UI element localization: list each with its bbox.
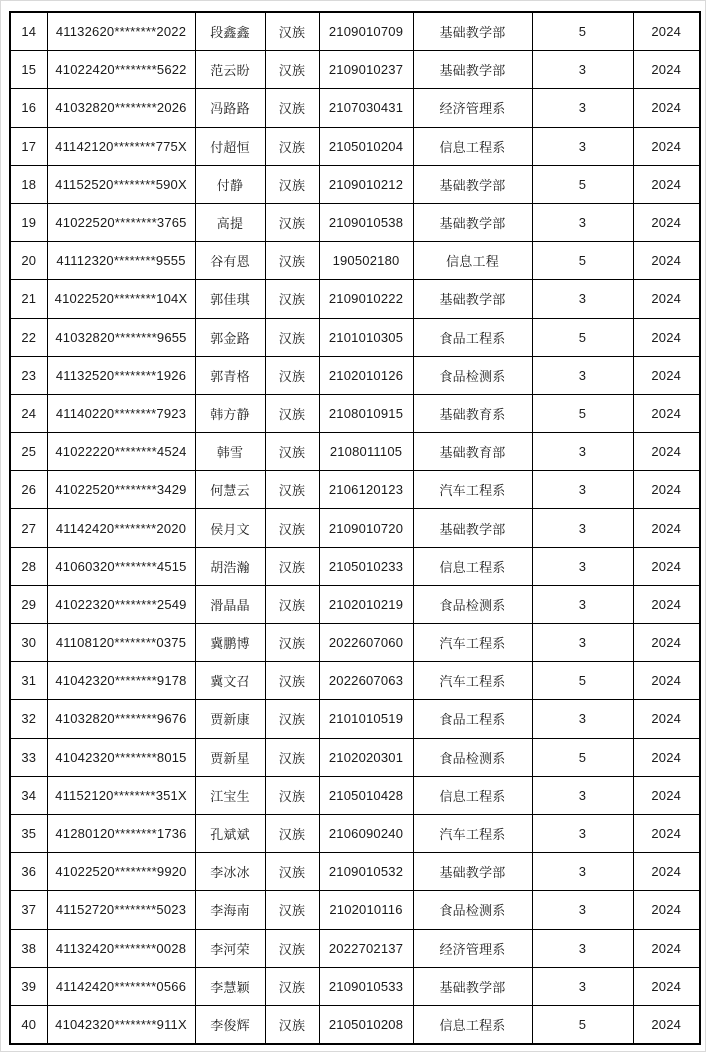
department-cell: 食品检测系 [413,738,532,776]
student-name-cell: 贾新康 [195,700,265,738]
year-cell: 2024 [633,433,700,471]
row-number-cell: 20 [10,242,47,280]
row-number-cell: 24 [10,394,47,432]
id-number-cell: 41032820********9676 [47,700,195,738]
student-name-cell: 李冰冰 [195,853,265,891]
table-row [10,547,700,585]
student-id-cell: 2108011105 [319,433,413,471]
year-cell: 2024 [633,394,700,432]
row-number-cell: 35 [10,814,47,852]
student-id-cell: 2105010233 [319,547,413,585]
duration-cell: 3 [532,203,633,241]
year-cell: 2024 [633,585,700,623]
table-row [10,738,700,776]
department-cell: 基础教学部 [413,203,532,241]
duration-cell: 3 [532,127,633,165]
table-row [10,127,700,165]
student-id-cell: 2102010126 [319,356,413,394]
id-number-cell: 41142420********0566 [47,967,195,1005]
student-name-cell: 谷有恩 [195,242,265,280]
id-number-cell: 41142420********2020 [47,509,195,547]
year-cell: 2024 [633,356,700,394]
row-number-cell: 32 [10,700,47,738]
ethnicity-cell: 汉族 [265,318,319,356]
department-cell: 食品检测系 [413,585,532,623]
student-id-cell: 2109010532 [319,853,413,891]
table-row [10,1005,700,1044]
duration-cell: 3 [532,585,633,623]
student-id-cell: 2109010212 [319,165,413,203]
student-id-cell: 2101010519 [319,700,413,738]
year-cell: 2024 [633,242,700,280]
table-row [10,280,700,318]
student-name-cell: 段鑫鑫 [195,12,265,51]
table-row [10,203,700,241]
year-cell: 2024 [633,776,700,814]
table-row [10,471,700,509]
department-cell: 食品工程系 [413,700,532,738]
ethnicity-cell: 汉族 [265,471,319,509]
student-id-cell: 2108010915 [319,394,413,432]
student-id-cell: 2106090240 [319,814,413,852]
id-number-cell: 41108120********0375 [47,624,195,662]
department-cell: 基础教学部 [413,853,532,891]
student-id-cell: 2022607060 [319,624,413,662]
department-cell: 基础教学部 [413,51,532,89]
id-number-cell: 41022520********9920 [47,853,195,891]
duration-cell: 3 [532,967,633,1005]
ethnicity-cell: 汉族 [265,814,319,852]
row-number-cell: 30 [10,624,47,662]
ethnicity-cell: 汉族 [265,509,319,547]
ethnicity-cell: 汉族 [265,89,319,127]
table-row [10,624,700,662]
student-name-cell: 孔斌斌 [195,814,265,852]
row-number-cell: 31 [10,662,47,700]
department-cell: 基础教学部 [413,509,532,547]
student-name-cell: 范云盼 [195,51,265,89]
duration-cell: 3 [532,700,633,738]
student-id-cell: 2109010709 [319,12,413,51]
table-row [10,891,700,929]
year-cell: 2024 [633,12,700,51]
id-number-cell: 41042320********8015 [47,738,195,776]
student-name-cell: 冯路路 [195,89,265,127]
department-cell: 基础教育系 [413,394,532,432]
row-number-cell: 40 [10,1005,47,1044]
id-number-cell: 41152520********590X [47,165,195,203]
row-number-cell: 22 [10,318,47,356]
student-name-cell: 江宝生 [195,776,265,814]
year-cell: 2024 [633,814,700,852]
year-cell: 2024 [633,967,700,1005]
student-id-cell: 2022702137 [319,929,413,967]
department-cell: 基础教学部 [413,165,532,203]
student-name-cell: 韩雪 [195,433,265,471]
table-row [10,394,700,432]
duration-cell: 5 [532,165,633,203]
department-cell: 汽车工程系 [413,624,532,662]
year-cell: 2024 [633,700,700,738]
department-cell: 信息工程系 [413,1005,532,1044]
id-number-cell: 41032820********9655 [47,318,195,356]
student-id-cell: 2109010222 [319,280,413,318]
department-cell: 信息工程系 [413,547,532,585]
id-number-cell: 41140220********7923 [47,394,195,432]
ethnicity-cell: 汉族 [265,280,319,318]
row-number-cell: 19 [10,203,47,241]
ethnicity-cell: 汉族 [265,547,319,585]
table-row [10,12,700,51]
ethnicity-cell: 汉族 [265,662,319,700]
student-id-cell: 2102010219 [319,585,413,623]
student-id-cell: 2107030431 [319,89,413,127]
table-row [10,318,700,356]
row-number-cell: 23 [10,356,47,394]
id-number-cell: 41152720********5023 [47,891,195,929]
table-row [10,433,700,471]
table-row [10,776,700,814]
duration-cell: 3 [532,929,633,967]
student-name-cell: 韩方静 [195,394,265,432]
ethnicity-cell: 汉族 [265,12,319,51]
row-number-cell: 39 [10,967,47,1005]
row-number-cell: 16 [10,89,47,127]
table-row [10,929,700,967]
id-number-cell: 41022420********5622 [47,51,195,89]
row-number-cell: 14 [10,12,47,51]
id-number-cell: 41022320********2549 [47,585,195,623]
year-cell: 2024 [633,318,700,356]
ethnicity-cell: 汉族 [265,853,319,891]
student-name-cell: 胡浩瀚 [195,547,265,585]
year-cell: 2024 [633,280,700,318]
id-number-cell: 41132520********1926 [47,356,195,394]
id-number-cell: 41042320********911X [47,1005,195,1044]
department-cell: 汽车工程系 [413,814,532,852]
table-body [10,12,700,1044]
id-number-cell: 41042320********9178 [47,662,195,700]
student-id-cell: 2106120123 [319,471,413,509]
id-number-cell: 41022220********4524 [47,433,195,471]
year-cell: 2024 [633,509,700,547]
duration-cell: 5 [532,394,633,432]
row-number-cell: 25 [10,433,47,471]
year-cell: 2024 [633,1005,700,1044]
ethnicity-cell: 汉族 [265,624,319,662]
department-cell: 基础教育部 [413,433,532,471]
student-name-cell: 郭金路 [195,318,265,356]
row-number-cell: 33 [10,738,47,776]
year-cell: 2024 [633,891,700,929]
student-id-cell: 2105010428 [319,776,413,814]
row-number-cell: 18 [10,165,47,203]
department-cell: 信息工程系 [413,127,532,165]
student-name-cell: 付静 [195,165,265,203]
student-id-cell: 2109010237 [319,51,413,89]
student-name-cell: 冀文召 [195,662,265,700]
id-number-cell: 41060320********4515 [47,547,195,585]
department-cell: 食品工程系 [413,318,532,356]
row-number-cell: 17 [10,127,47,165]
student-name-cell: 滑晶晶 [195,585,265,623]
duration-cell: 3 [532,89,633,127]
ethnicity-cell: 汉族 [265,356,319,394]
duration-cell: 3 [532,356,633,394]
student-roster-table [9,11,701,1045]
year-cell: 2024 [633,662,700,700]
year-cell: 2024 [633,203,700,241]
id-number-cell: 41022520********3765 [47,203,195,241]
id-number-cell: 41022520********104X [47,280,195,318]
year-cell: 2024 [633,547,700,585]
row-number-cell: 29 [10,585,47,623]
department-cell: 汽车工程系 [413,471,532,509]
year-cell: 2024 [633,51,700,89]
duration-cell: 5 [532,738,633,776]
duration-cell: 3 [532,624,633,662]
year-cell: 2024 [633,89,700,127]
student-id-cell: 2022607063 [319,662,413,700]
table-row [10,967,700,1005]
table-row [10,662,700,700]
id-number-cell: 41132420********0028 [47,929,195,967]
student-id-cell: 2105010204 [319,127,413,165]
student-name-cell: 贾新星 [195,738,265,776]
row-number-cell: 38 [10,929,47,967]
duration-cell: 3 [532,509,633,547]
year-cell: 2024 [633,471,700,509]
ethnicity-cell: 汉族 [265,967,319,1005]
student-name-cell: 何慧云 [195,471,265,509]
table-row [10,165,700,203]
student-name-cell: 郭青格 [195,356,265,394]
student-name-cell: 高提 [195,203,265,241]
table-row [10,700,700,738]
year-cell: 2024 [633,624,700,662]
student-name-cell: 李海南 [195,891,265,929]
student-name-cell: 冀鹏博 [195,624,265,662]
id-number-cell: 41152120********351X [47,776,195,814]
duration-cell: 5 [532,1005,633,1044]
duration-cell: 3 [532,776,633,814]
duration-cell: 3 [532,433,633,471]
department-cell: 经济管理系 [413,89,532,127]
id-number-cell: 41142120********775X [47,127,195,165]
duration-cell: 3 [532,51,633,89]
student-name-cell: 付超恒 [195,127,265,165]
table-row [10,356,700,394]
student-id-cell: 2105010208 [319,1005,413,1044]
department-cell: 基础教学部 [413,280,532,318]
ethnicity-cell: 汉族 [265,700,319,738]
student-name-cell: 李俊辉 [195,1005,265,1044]
student-id-cell: 2102020301 [319,738,413,776]
id-number-cell: 41032820********2026 [47,89,195,127]
duration-cell: 3 [532,471,633,509]
table-row [10,89,700,127]
id-number-cell: 41112320********9555 [47,242,195,280]
department-cell: 基础教学部 [413,967,532,1005]
ethnicity-cell: 汉族 [265,433,319,471]
row-number-cell: 36 [10,853,47,891]
department-cell: 汽车工程系 [413,662,532,700]
row-number-cell: 28 [10,547,47,585]
ethnicity-cell: 汉族 [265,738,319,776]
duration-cell: 5 [532,12,633,51]
ethnicity-cell: 汉族 [265,394,319,432]
table-row [10,814,700,852]
id-number-cell: 41280120********1736 [47,814,195,852]
student-name-cell: 侯月文 [195,509,265,547]
table-row [10,585,700,623]
year-cell: 2024 [633,127,700,165]
student-name-cell: 郭佳琪 [195,280,265,318]
row-number-cell: 26 [10,471,47,509]
ethnicity-cell: 汉族 [265,203,319,241]
year-cell: 2024 [633,165,700,203]
student-id-cell: 2109010538 [319,203,413,241]
student-name-cell: 李河荣 [195,929,265,967]
row-number-cell: 27 [10,509,47,547]
table-row [10,242,700,280]
student-id-cell: 2102010116 [319,891,413,929]
ethnicity-cell: 汉族 [265,776,319,814]
student-id-cell: 2101010305 [319,318,413,356]
ethnicity-cell: 汉族 [265,891,319,929]
row-number-cell: 37 [10,891,47,929]
ethnicity-cell: 汉族 [265,127,319,165]
table-row [10,509,700,547]
ethnicity-cell: 汉族 [265,165,319,203]
ethnicity-cell: 汉族 [265,585,319,623]
student-id-cell: 2109010720 [319,509,413,547]
id-number-cell: 41132620********2022 [47,12,195,51]
duration-cell: 3 [532,547,633,585]
duration-cell: 5 [532,662,633,700]
id-number-cell: 41022520********3429 [47,471,195,509]
duration-cell: 3 [532,814,633,852]
department-cell: 经济管理系 [413,929,532,967]
row-number-cell: 21 [10,280,47,318]
department-cell: 基础教学部 [413,12,532,51]
duration-cell: 5 [532,318,633,356]
table-row [10,853,700,891]
ethnicity-cell: 汉族 [265,929,319,967]
duration-cell: 3 [532,853,633,891]
ethnicity-cell: 汉族 [265,242,319,280]
department-cell: 食品检测系 [413,891,532,929]
duration-cell: 5 [532,242,633,280]
row-number-cell: 15 [10,51,47,89]
duration-cell: 3 [532,891,633,929]
department-cell: 信息工程 [413,242,532,280]
duration-cell: 3 [532,280,633,318]
student-id-cell: 2109010533 [319,967,413,1005]
student-name-cell: 李慧颖 [195,967,265,1005]
ethnicity-cell: 汉族 [265,1005,319,1044]
table-row [10,51,700,89]
student-id-cell: 190502180 [319,242,413,280]
ethnicity-cell: 汉族 [265,51,319,89]
department-cell: 信息工程系 [413,776,532,814]
year-cell: 2024 [633,929,700,967]
department-cell: 食品检测系 [413,356,532,394]
row-number-cell: 34 [10,776,47,814]
year-cell: 2024 [633,738,700,776]
year-cell: 2024 [633,853,700,891]
